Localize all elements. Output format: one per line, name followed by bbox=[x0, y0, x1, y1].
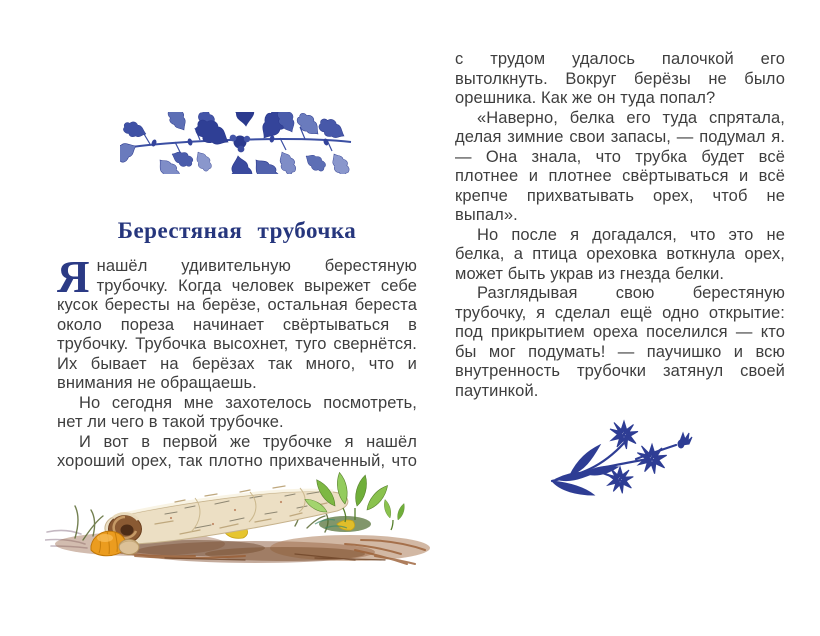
story-title: Берестяная трубочка bbox=[117, 218, 357, 243]
paragraph: Разглядывая свою берестяную трубочку, я сделал ещё одно открытие: под прикрытием ореха поселился — кто бы мог подумать! — паучишко и всю внутренность трубочки затянул своей паутинкой. bbox=[455, 284, 785, 400]
paragraph: Но сегодня мне захотелось посмотреть, нет ли чего в такой трубочке. bbox=[57, 393, 417, 431]
oak-branch-ornament-icon bbox=[120, 112, 355, 174]
birch-bark-tube-illustration bbox=[45, 466, 435, 574]
paragraph: И вот в первой же трубочке я нашёл хороший орех, так плотно прихваченный, что bbox=[57, 432, 417, 470]
right-page bbox=[455, 50, 785, 497]
paragraph: «Наверно, белка его туда спрятала, делая зимние свои запасы, — подумал я. — Она знала, что трубка будет всё плотнее и плотнее свёртываться и всё крепче прихватывать орех, чтоб не выпал». bbox=[455, 108, 785, 224]
paragraph bbox=[57, 252, 417, 394]
drop-cap: Я bbox=[57, 252, 90, 302]
cornflower-ornament-icon bbox=[540, 417, 700, 497]
left-page bbox=[57, 112, 417, 472]
paragraph: с трудом удалось палочкой его вытолкнуть. Вокруг берёзы не было орешника. Как же он туда попал? bbox=[455, 50, 785, 107]
paragraph: Но после я догадался, что это не белка, а птица ореховка воткнула орех, может быть украв из гнезда белки. bbox=[455, 225, 785, 283]
paragraph-text: нашёл удивительную берестяную трубочку. Когда человек вырежет себе кусок бересты на берёзе, остальная береста около пореза начинает свёртываться в трубочку. Трубочка высохнет, туго свернётся. Их бывает на берёзах так много, что и внимания не обращаешь. bbox=[57, 257, 417, 392]
